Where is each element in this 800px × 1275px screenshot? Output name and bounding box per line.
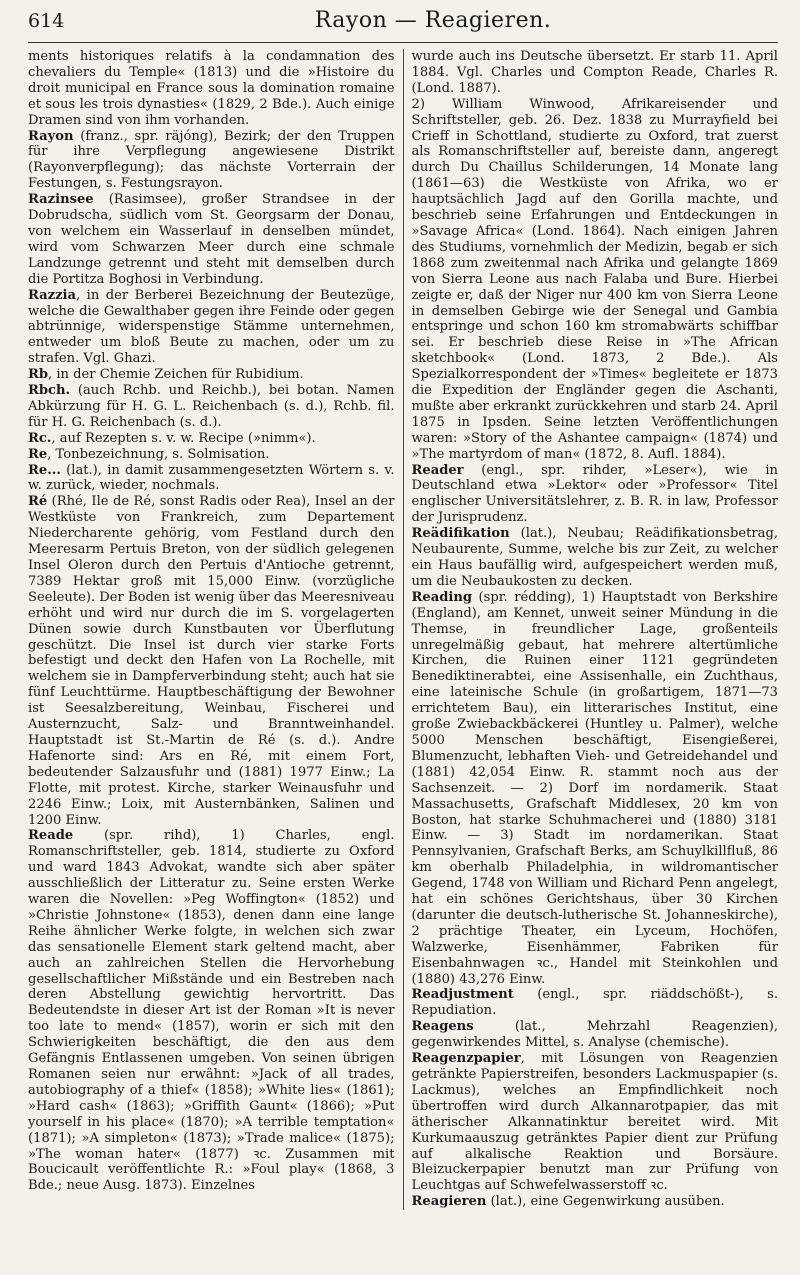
dictionary-entry — [28, 463, 395, 495]
entry-headword: Re — [28, 446, 48, 462]
dictionary-entry — [412, 1051, 779, 1194]
dictionary-entry — [412, 463, 779, 527]
entry-headword: Razinsee — [28, 192, 94, 208]
entry-text: , in der Chemie Zeichen für Rubidium. — [48, 367, 304, 383]
entry-headword: Rayon — [28, 128, 74, 144]
dictionary-entry — [28, 431, 395, 447]
entry-headword: Reade — [28, 828, 74, 844]
dictionary-entry — [412, 1019, 779, 1051]
entry-text: (lat.), eine Gegenwirkung ausüben. — [486, 1194, 725, 1210]
entry-text: , in der Berberei Bezeichnung der Beutezüge, welche die Gewalthaber gegen ihre Feinde oder gegen abtrünnige, widerspenstige Stämme unternehmen, entweder um bloß Beute zu machen, oder um zu strafen. Vgl. Ghazi. — [28, 287, 395, 367]
entry-headword: Rbch. — [28, 383, 71, 399]
entry-text: (lat., Mehrzahl Reagenzien), gegenwirkendes Mittel, s. Analyse (chemische). — [411, 1019, 778, 1051]
dictionary-entry — [28, 494, 395, 828]
entry-text: (engl., spr. riäddschößt-), s. Repudiation. — [411, 987, 778, 1019]
dictionary-entry — [28, 192, 395, 287]
entry-headword: Rc. — [28, 430, 52, 446]
dictionary-entry — [28, 383, 395, 431]
entry-headword: Rb — [28, 367, 49, 383]
page-header — [28, 8, 778, 43]
entry-headword: Reading — [411, 589, 473, 605]
entry-text: (Rhé, Ile de Ré, sonst Radis oder Rea), Insel an der Westküste von Frankreich, zum Departement Niedercharente gehörig, vom Festland durch den Meeresarm Pertuis Breton, von der südlich gelegenen Insel Oleron durch den Pertuis d'Antioche getrennt, 7389 Hektar groß mit 15,000 Einw. (vorzügliche Seeleute). Der Boden ist wenig über das Meeresniveau erhöht und wird nur durch die im S. vorgelagerten Dünen sowie durch Kunstbauten vor Überflutung geschützt. Die Insel ist durch vier starke Forts befestigt und deckt den Hafen von La Rochelle, mit welchem sie in Dampferverbindung steht; auch hat sie fünf Leuchttürme. Hauptbeschäftigung der Bewohner ist Seesalzbereitung, Weinbau, Fischerei und Austernzucht, Salz- und Branntweinhandel. Hauptstadt ist St.-Martin de Ré (s. d.). Andre Hafenorte sind: Ars en Ré, mit einem Fort, bedeutender Salzausfuhr und (1881) 1977 Einw.; La Flotte, mit protest. Kirche, starker Weinausfuhr und 2246 Einw.; Loix, mit Austernbänken, Salinen und 1200 Einw. — [28, 494, 395, 828]
entry-headword: Reagens — [411, 1019, 474, 1035]
dictionary-entry — [28, 129, 395, 193]
dictionary-entry — [412, 526, 779, 590]
entry-text: (lat.), in damit zusammengesetzten Wörtern s. v. w. zurück, wieder, nochmals. — [28, 462, 395, 494]
entry-headword: Razzia — [28, 287, 76, 303]
running-title: Rayon — Reagieren. — [314, 8, 552, 33]
entry-text: , mit Lösungen von Reagenzien getränkte Papierstreifen, besonders Lackmuspapier (s. Lackmus), welches an Empfindlichkeit noch übertroffen wird durch Alkannarotpapier, das mit ätherischer Alkannatinktur bereitet wird. Mit Kurkumaauszug getränktes Papier dient zur Prüfung auf alkalische Reaktion und Borsäure. Bleizuckerpapier benutzt man zur Prüfung von Leuchtgas auf Schwefelwasserstoff ꝛc. — [411, 1051, 778, 1194]
entry-text: (spr. rihd), 1) Charles, engl. Romanschriftsteller, geb. 1814, studierte zu Oxford und ward 1843 Advokat, wandte sich aber später ausschließlich der Litteratur zu. Seine ersten Werke waren die Novellen: »Peg Woffington« (1852) und »Christie Johnstone« (1853), denen dann eine lange Reihe ähnlicher Werke folgte, in welchen sich zwar das sensationelle Element stark geltend macht, aber auch an zahlreichen Stellen die Hervorhebung gesellschaftlicher Mißstände und ein Bestreben nach deren Abstellung gewichtig hervortritt. Das Bedeutendste in dieser Art ist der Roman »It is never too late to mend« (1857), worin er sich mit den Schwierigkeiten beschäftigt, die den aus dem Gefängnis Entlassenen umgeben. Von seinen übrigen Romanen seien nur erwähnt: »Jack of all trades, autobiography of a thief« (1858); »White lies« (1861); »Hard cash« (1863); »Griffith Gaunt« (1866); »Put yourself in his place« (1870); »A terrible temptation« (1871); »A simpleton« (1873); »Trade malice« (1875); »The woman hater« (1877) ꝛc. Zusammen mit Boucicault veröffentlichte R.: »Foul play« (1868, 3 Bde.; neue Ausg. 1873). Einzelnes — [28, 828, 395, 1194]
dictionary-entry — [28, 367, 395, 383]
entry-text: (lat.), Neubau; Reädifikationsbetrag, Neubaurente, Summe, welche bis zur Zeit, zu welcher ein Haus baufällig wird, aufgespeichert werden muß, um die Neubaukosten zu decken. — [411, 526, 778, 589]
entry-text: (auch Rchb. und Reichb.), bei botan. Namen Abkürzung für H. G. L. Reichenbach (s. d.), Rchb. fil. für H. G. Reichenbach (s. d.). — [28, 383, 395, 430]
dictionary-entry — [412, 590, 779, 988]
entry-headword: Reagenzpapier — [411, 1051, 521, 1067]
dictionary-entry — [28, 447, 395, 463]
dictionary-entry — [412, 49, 779, 97]
entry-text: ments historiques relatifs à la condamnation des chevaliers du Temple« (1813) und die »Histoire du droit municipal en France sous la domination romaine et sous les trois dynasties« (1829, 2 Bde.). Auch einige Dramen sind von ihm vorhanden. — [28, 49, 395, 128]
page-number: 614 — [28, 10, 65, 32]
text-columns — [28, 49, 778, 1210]
entry-headword: Ré — [28, 494, 48, 510]
left-column — [28, 49, 403, 1210]
right-column — [403, 49, 779, 1210]
entry-headword: Re... — [28, 462, 61, 478]
dictionary-entry — [28, 288, 395, 368]
entry-headword: Reädifikation — [411, 526, 510, 542]
entry-text: , Tonbezeichnung, s. Solmisation. — [47, 446, 270, 462]
dictionary-entry — [28, 49, 395, 129]
entry-headword: Reader — [411, 462, 464, 478]
entry-text: (spr. rédding), 1) Hauptstadt von Berkshire (England), am Kennet, unweit seiner Mündung in die Themse, in freundlicher Lage, großenteils unregelmäßig gebaut, hat mehrere altertümliche Kirchen, die Ruinen einer 1121 gegründeten Benediktinerabtei, eine Assisenhalle, ein Zuchthaus, eine lateinische Schule (in großartigem, 1871—73 errichtetem Bau), ein litterarisches Institut, eine große Zwiebackbäckerei (Huntley u. Palmer), welche 5000 Menschen beschäftigt, Eisengießerei, Blumenzucht, lebhaften Vieh- und Getreidehandel und (1881) 42,054 Einw. R. stammt noch aus der Sachsenzeit. — 2) Dorf im nordamerik. Staat Massachusetts, Grafschaft Middlesex, 20 km von Boston, hat starke Schuhmacherei und (1880) 3181 Einw. — 3) Stadt im nordamerikan. Staat Pennsylvanien, Grafschaft Berks, am Schuylkillfluß, 86 km oberhalb Philadelphia, in wildromantischer Gegend, 1748 von William und Richard Penn angelegt, hat ein schönes Gerichtshaus, über 30 Kirchen (darunter die deutsch-lutherische St. Johanneskirche), 2 prächtige Theater, ein Lyceum, Hochöfen, Walzwerke, Eisenhämmer, Fabriken für Eisenbahnwagen ꝛc., Handel mit Steinkohlen und (1880) 43,276 Einw. — [411, 589, 778, 987]
dictionary-entry — [412, 1194, 779, 1210]
entry-headword: Readjustment — [411, 987, 514, 1003]
dictionary-entry — [412, 97, 779, 463]
entry-text: 2) William Winwood, Afrikareisender und Schriftsteller, geb. 26. Dez. 1838 zu Murrayfield bei Crieff in Schottland, studierte zu Oxford, trat zuerst als Romanschriftsteller auf, bereiste dann, angeregt durch Du Chaillus Schilderungen, 14 Monate lang (1861—63) die Westküste von Afrika, wo er hauptsächlich Jagd auf den Gorilla machte, und beschrieb seine Erfahrungen und Entdeckungen in »Savage Africa« (Lond. 1864). Nach einigen Jahren des Studiums, vornehmlich der Medizin, begab er sich 1868 zum zweitenmal nach Afrika und gelangte 1869 von Sierra Leone aus nach Falaba und Bure. Hierbei zeigte er, daß der Niger nur 400 km von Sierra Leone in demselben Gebirge wie der Senegal und Gambia entspringe und schon 160 km stromabwärts schiffbar sei. Er beschrieb diese Reise in »The African sketchbook« (Lond. 1873, 2 Bde.). Als Spezialkorrespondent der »Times« begleitete er 1873 die Expedition der Engländer gegen die Aschanti, mußte aber erkrankt zurückkehren und starb 24. April 1875 in Ipsden. Seine letzten Veröffentlichungen waren: »Story of the Ashantee campaign« (1874) und »The martyrdom of man« (1872, 8. Aufl. 1884). — [411, 96, 778, 462]
entry-headword: Reagieren — [411, 1194, 487, 1210]
entry-text: , auf Rezepten s. v. w. Recipe (»nimm«). — [51, 430, 316, 446]
entry-text: (engl., spr. rihder, »Leser«), wie in Deutschland etwa »Lektor« oder »Professor« Titel englischer Universitätslehrer, z. B. R. in law, Professor der Jurisprudenz. — [411, 462, 778, 526]
entry-text: (Rasimsee), großer Strandsee in der Dobrudscha, südlich vom St. Georgsarm der Donau, von welchem ein Wasserlauf in denselben mündet, wird vom Schwarzen Meer durch eine schmale Landzunge getrennt und steht mit demselben durch die Portitza Boghosi in Verbindung. — [28, 192, 395, 287]
entry-text: wurde auch ins Deutsche übersetzt. Er starb 11. April 1884. Vgl. Charles und Compton Reade, Charles R. (Lond. 1887). — [411, 49, 778, 96]
entry-text: (franz., spr. räjóng), Bezirk; der den Truppen für ihre Verpflegung angewiesene Distrikt (Rayonverpflegung); das nächste Vorterrain der Festungen, s. Festungsrayon. — [28, 128, 395, 192]
dictionary-entry — [28, 828, 395, 1194]
dictionary-entry — [412, 987, 779, 1019]
